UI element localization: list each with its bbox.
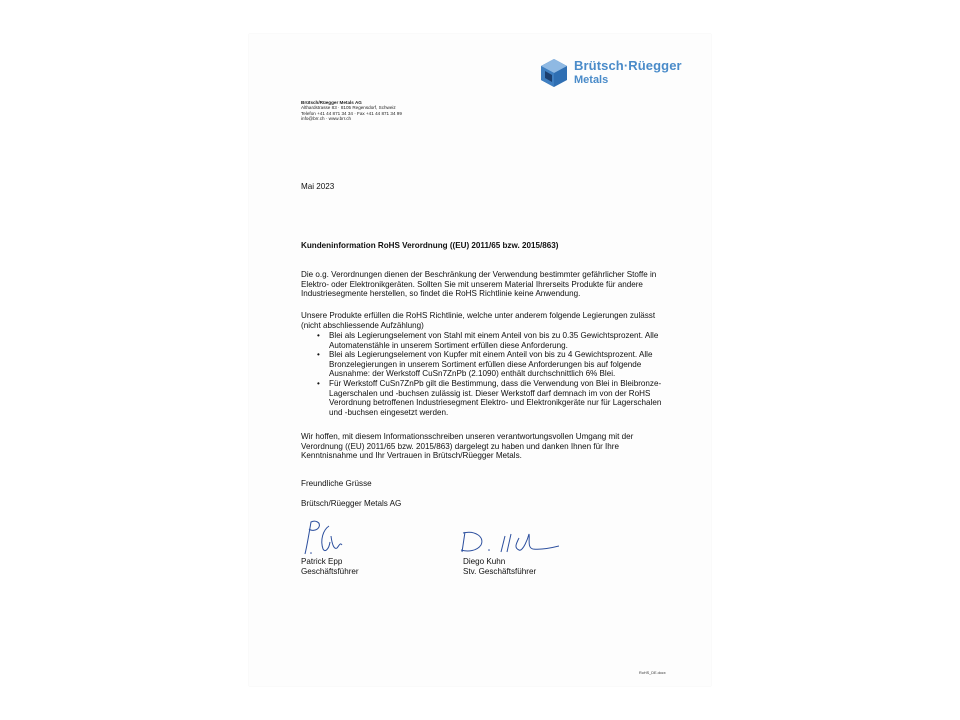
sender-name: Brütsch/Rüegger Metals AG xyxy=(301,100,362,105)
logo-text-line2: Metals xyxy=(574,74,609,86)
signer-block xyxy=(301,557,359,576)
sender-address: Althardstrasse 83 · 8105 Regensdorf, Schweiz xyxy=(301,105,396,111)
signature-patrick-epp xyxy=(299,516,343,556)
paragraph-closing: Wir hoffen, mit diesem Informationsschreiben unseren verantwortungsvollen Umgang mit der Verordnung ((EU) 2011/65 bzw. 2015/863) dargelegt zu haben und danken Ihnen für Ihre Kenntnisnahme und Ihr Vertrauen in Brütsch/Rüegger Metals. xyxy=(301,432,634,461)
logo-text-line1: Brütsch·Rüegger xyxy=(574,58,682,73)
letter-subject: Kundeninformation RoHS Verordnung ((EU) 2011/65 bzw. 2015/863) xyxy=(301,241,559,250)
bullet-icon: • xyxy=(317,331,320,340)
logo-cube-icon xyxy=(539,57,569,89)
signer-block xyxy=(463,557,536,576)
signature-diego-kuhn xyxy=(459,528,559,556)
list-item xyxy=(301,379,673,417)
list-item xyxy=(301,331,673,350)
sender-contact: info@brr.ch · www.brr.ch xyxy=(301,116,352,122)
signer-name: Diego Kuhn xyxy=(463,557,506,566)
sender-address-block xyxy=(301,100,402,122)
letter-page xyxy=(249,34,711,686)
sender-phone: Telefon +41 44 871 34 34 · Fax +41 44 871 34 99 xyxy=(301,110,402,116)
footer-filename: RoHS_DE.docx xyxy=(639,671,666,675)
signer-name: Patrick Epp xyxy=(301,557,343,566)
letter-date: Mai 2023 xyxy=(301,182,335,191)
company-logo xyxy=(539,55,689,91)
paragraph-products: Unsere Produkte erfüllen die RoHS Richtlinie, welche unter anderem folgende Legierungen zulässt (nicht abschliessende Aufzählung) xyxy=(301,311,656,330)
closing-greeting: Freundliche Grüsse xyxy=(301,479,372,488)
list-item-text: Für Werkstoff CuSn7ZnPb gilt die Bestimmung, dass die Verwendung von Blei in Bleibronze-Lagerschalen und -buchsen zulässig ist. Dieser Werkstoff darf demnach im von der RoHS Verordnung betroffenen Industriesegment Elektro- und Elektronikgeräte nur für Lagerschalen und -buchsen eingesetzt werden. xyxy=(329,378,662,417)
closing-company: Brütsch/Rüegger Metals AG xyxy=(301,499,402,508)
signer-title: Geschäftsführer xyxy=(301,566,359,576)
signer-title: Stv. Geschäftsführer xyxy=(463,566,537,576)
alloy-list xyxy=(301,331,673,417)
bullet-icon: • xyxy=(317,350,320,360)
paragraph-intro: Die o.g. Verordnungen dienen der Beschränkung der Verwendung bestimmter gefährlicher Stoffe in Elektro- oder Elektronikgeräten. Sollten Sie mit unserem Material Ihrerseits Produkte für andere Industriesegmente herstellen, so findet die RoHS Richtlinie keine Anwendung. xyxy=(301,270,657,299)
list-item xyxy=(301,350,673,379)
bullet-icon: • xyxy=(317,378,320,388)
list-item-text: Blei als Legierungselement von Stahl mit einem Anteil von bis zu 0.35 Gewichtsprozent. Alle Automatenstähle in unserem Sortiment erfüllen diese Anforderung. xyxy=(329,331,659,350)
list-item-text: Blei als Legierungselement von Kupfer mit einem Anteil von bis zu 4 Gewichtsprozent. Alle Bronzelegierungen in unserem Sortiment erfüllen diese Anforderungen bis auf folgende Ausnahme: der Werkstoff CuSn7ZnPb (2.1090) enthält durchschnittlich 6% Blei. xyxy=(329,350,653,379)
